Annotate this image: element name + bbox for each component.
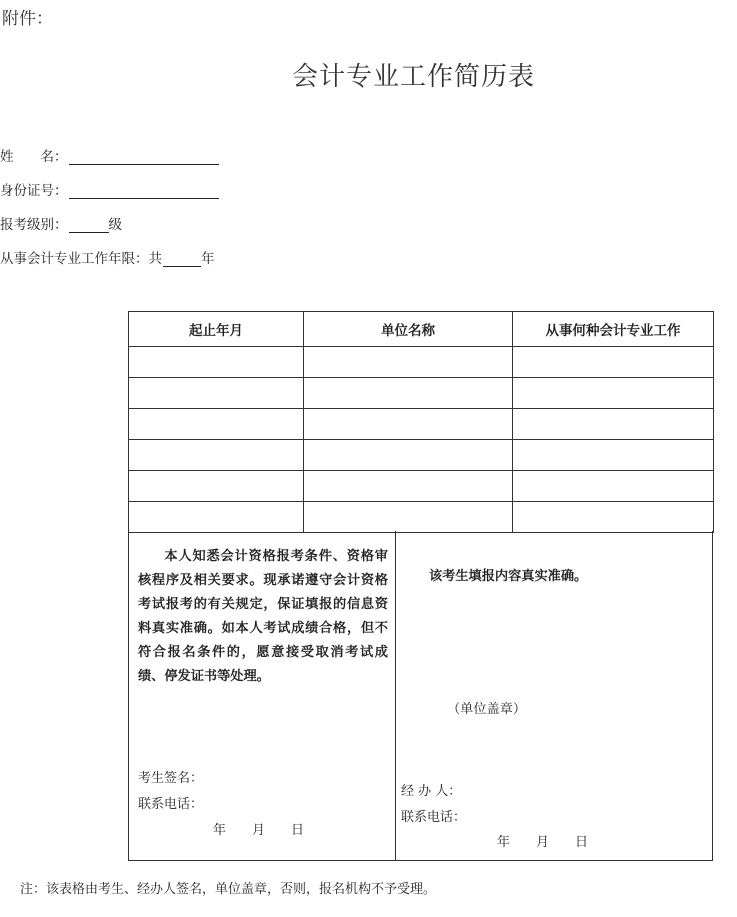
handler-phone-label: 联系电话： <box>401 810 467 825</box>
level-blank[interactable] <box>69 218 109 233</box>
table-cell[interactable] <box>304 440 513 471</box>
years-label: 从事会计专业工作年限：共 <box>0 251 162 267</box>
table-cell[interactable] <box>304 378 513 409</box>
table-header-row <box>129 312 714 347</box>
table-cell[interactable] <box>304 347 513 378</box>
years-blank[interactable] <box>163 252 201 267</box>
name-field <box>0 145 219 165</box>
table-cell[interactable] <box>513 409 714 440</box>
table-cell[interactable] <box>513 471 714 502</box>
candidate-signature-label: 考生签名： <box>138 771 204 786</box>
attachment-label: 附件： <box>2 9 53 29</box>
signature-section <box>128 531 713 861</box>
name-label: 姓 名： <box>0 149 68 165</box>
table-cell[interactable] <box>513 440 714 471</box>
table-row <box>129 347 714 378</box>
table-cell[interactable] <box>129 471 304 502</box>
level-field <box>0 213 122 233</box>
candidate-phone-label: 联系电话： <box>138 797 204 812</box>
id-label: 身份证号： <box>0 183 68 199</box>
table-cell[interactable] <box>129 378 304 409</box>
section-divider <box>395 531 396 860</box>
table-row <box>129 409 714 440</box>
unit-seal-label: （单位盖章） <box>447 702 527 717</box>
verification-statement: 该考生填报内容真实准确。 <box>429 569 588 584</box>
id-blank[interactable] <box>69 184 219 199</box>
table-cell[interactable] <box>513 347 714 378</box>
table-cell[interactable] <box>304 409 513 440</box>
table-body <box>129 347 714 533</box>
id-field <box>0 179 219 199</box>
header-work-type: 从事何种会计专业工作 <box>513 312 714 347</box>
table-cell[interactable] <box>304 471 513 502</box>
footnote: 注：该表格由考生、经办人签名，单位盖章，否则，报名机构不予受理。 <box>20 882 437 897</box>
table-row <box>129 440 714 471</box>
table-cell[interactable] <box>513 502 714 533</box>
table-cell[interactable] <box>129 502 304 533</box>
candidate-date: 年 月 日 <box>213 823 305 838</box>
table-cell[interactable] <box>129 409 304 440</box>
table-cell[interactable] <box>513 378 714 409</box>
level-suffix: 级 <box>108 217 122 233</box>
work-history-table <box>128 311 714 533</box>
table-row <box>129 378 714 409</box>
years-field <box>0 247 215 267</box>
handler-date: 年 月 日 <box>497 835 589 850</box>
table-cell[interactable] <box>304 502 513 533</box>
table-row <box>129 471 714 502</box>
years-suffix: 年 <box>201 251 215 267</box>
page-title: 会计专业工作简历表 <box>292 62 536 92</box>
table-cell[interactable] <box>129 347 304 378</box>
table-row <box>129 502 714 533</box>
level-label: 报考级别： <box>0 217 68 233</box>
handler-label: 经 办 人： <box>401 784 462 799</box>
name-blank[interactable] <box>69 150 219 165</box>
header-employer: 单位名称 <box>304 312 513 347</box>
table-cell[interactable] <box>129 440 304 471</box>
header-period: 起止年月 <box>129 312 304 347</box>
candidate-declaration: 本人知悉会计资格报考条件、资格审核程序及相关要求。现承诺遵守会计资格考试报考的有关规定，保证填报的信息资料真实准确。如本人考试成绩合格，但不符合报名条件的，愿意接受取消考试成绩、停发证书等处理。 <box>138 549 388 684</box>
